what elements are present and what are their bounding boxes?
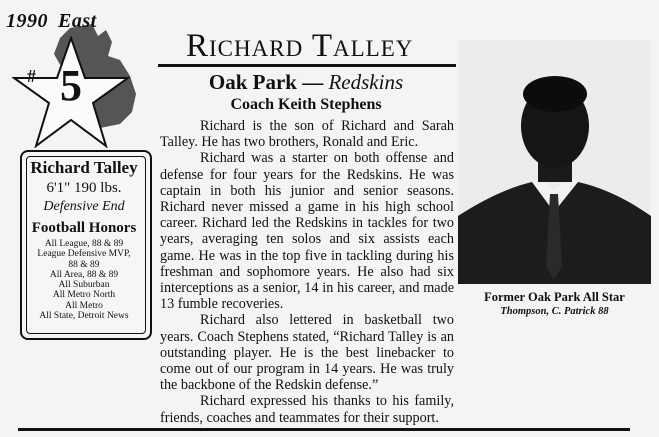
honor-item: All Metro [65, 300, 103, 311]
honor-item: All Suburban [58, 280, 110, 291]
infobox-honors-title: Football Honors [31, 220, 137, 236]
title-rule [158, 64, 456, 67]
rank-number: 5 [60, 61, 82, 110]
year: 1990 [6, 10, 48, 32]
honor-item: All League, 88 & 89 [44, 239, 124, 249]
honor-item: All State, Detroit News [39, 311, 129, 322]
paragraph: Richard also lettered in basketball two years. Coach Stephens stated, “Richard Talley is an outstanding player. He is the best linebacker to come out of our program in 14 years. He was truly the backbone of the Redskin defense.” [160, 312, 454, 394]
honor-item: 88 & 89 [68, 259, 100, 270]
school-name: Oak Park — [208, 70, 329, 94]
biography-text [160, 118, 454, 426]
school-line [160, 70, 452, 95]
photo-caption: Former Oak Park All Star [484, 290, 625, 304]
honors-list [16, 239, 152, 321]
year-region-label [6, 10, 97, 33]
honor-item: League Defensive MVP, [37, 249, 131, 260]
paragraph: Richard was a starter on both offense and defense for four years for the Redskins. He was captain in both his junior and senior seasons. Richard never missed a game in his high school career. Richard led the Redskins in tackles for two years, averaging ten solos and six assists each game. He was in the top five in tackling during his freshman and sophomore years. He also had six interceptions as a senior, 14 in his career, and made 13 fumble recoveries. [160, 150, 454, 313]
rank-hash: # [27, 66, 36, 86]
region: East [58, 10, 97, 32]
photo-credit: Thompson, C. Patrick 88 [500, 306, 609, 317]
team-name: Redskins [328, 70, 404, 94]
coach-line: Coach Keith Stephens [230, 96, 382, 113]
portrait-illustration [458, 40, 651, 284]
infobox-position: Defensive End [43, 199, 125, 214]
bottom-rule [18, 428, 630, 431]
honor-item: All Metro North [52, 290, 116, 301]
player-name-title: Richard Talley [186, 28, 414, 64]
paragraph: Richard expressed his thanks to his family, friends, coaches and teammates for their support. [160, 393, 454, 426]
honor-item: All Area, 88 & 89 [49, 269, 119, 280]
paragraph: Richard is the son of Richard and Sarah Talley. He has two brothers, Ronald and Eric. [160, 118, 454, 151]
player-photo [458, 40, 651, 284]
infobox-name: Richard Talley [30, 158, 138, 177]
infobox-size: 6'1" 190 lbs. [46, 180, 122, 196]
